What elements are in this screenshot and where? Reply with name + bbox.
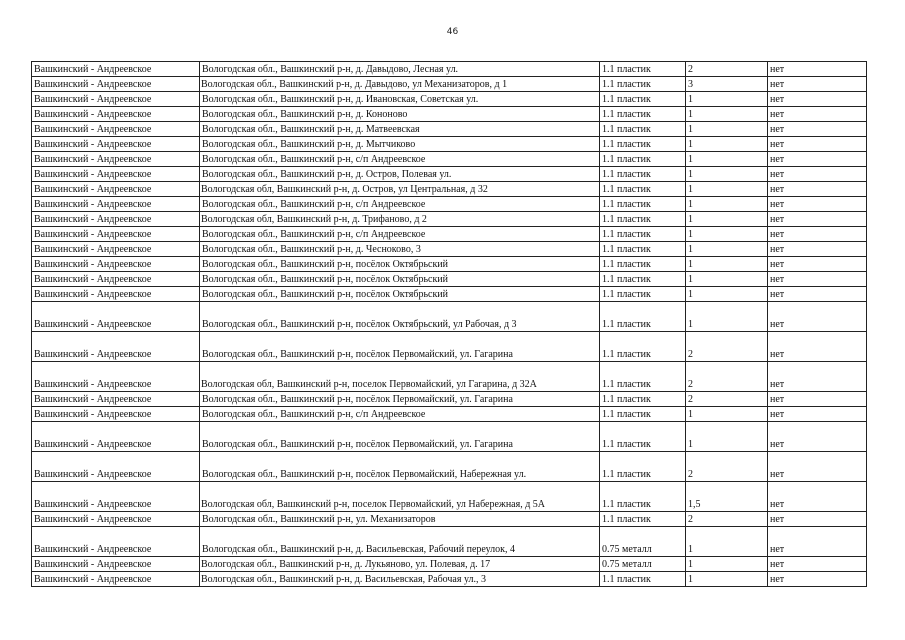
container-type-cell: 1.1 пластик xyxy=(600,137,686,152)
container-count-cell: 1 xyxy=(686,557,768,572)
flag-cell: нет xyxy=(768,227,867,242)
address-cell: Вологодская обл., Вашкинский р-н, д. Кононово xyxy=(200,107,600,122)
area-cell: Вашкинский - Андреевское xyxy=(32,212,200,227)
table-row xyxy=(32,122,867,137)
flag-cell: нет xyxy=(768,182,867,197)
table-body xyxy=(32,62,867,587)
flag-cell: нет xyxy=(768,122,867,137)
area-cell: Вашкинский - Андреевское xyxy=(32,197,200,212)
container-count-cell: 1 xyxy=(686,197,768,212)
address-cell: Вологодская обл., Вашкинский р-н, посёлок Первомайский, ул. Гагарина xyxy=(200,392,600,407)
area-cell: Вашкинский - Андреевское xyxy=(32,482,200,512)
area-cell: Вашкинский - Андреевское xyxy=(32,122,200,137)
table-row xyxy=(32,287,867,302)
container-count-cell: 1 xyxy=(686,92,768,107)
area-cell: Вашкинский - Андреевское xyxy=(32,77,200,92)
address-cell: Вологодская обл, Вашкинский р-н, поселок Первомайский, ул Гагарина, д 32А xyxy=(200,362,600,392)
area-cell: Вашкинский - Андреевское xyxy=(32,527,200,557)
area-cell: Вашкинский - Андреевское xyxy=(32,362,200,392)
flag-cell: нет xyxy=(768,512,867,527)
container-type-cell: 0.75 металл xyxy=(600,527,686,557)
area-cell: Вашкинский - Андреевское xyxy=(32,557,200,572)
flag-cell: нет xyxy=(768,77,867,92)
address-cell: Вологодская обл., Вашкинский р-н, с/п Андреевское xyxy=(200,197,600,212)
address-cell: Вологодская обл., Вашкинский р-н, посёлок Октябрьский xyxy=(200,287,600,302)
address-cell: Вологодская обл., Вашкинский р-н, д. Лукьяново, ул. Полевая, д. 17 xyxy=(200,557,600,572)
container-type-cell: 1.1 пластик xyxy=(600,212,686,227)
address-cell: Вологодская обл., Вашкинский р-н, д. Матвеевская xyxy=(200,122,600,137)
container-count-cell: 1 xyxy=(686,527,768,557)
container-type-cell: 1.1 пластик xyxy=(600,167,686,182)
table-row xyxy=(32,527,867,557)
address-cell: Вологодская обл., Вашкинский р-н, д. Чесноково, 3 xyxy=(200,242,600,257)
container-type-cell: 1.1 пластик xyxy=(600,77,686,92)
container-count-cell: 2 xyxy=(686,452,768,482)
container-type-cell: 0.75 металл xyxy=(600,557,686,572)
container-type-cell: 1.1 пластик xyxy=(600,332,686,362)
area-cell: Вашкинский - Андреевское xyxy=(32,182,200,197)
container-type-cell: 1.1 пластик xyxy=(600,287,686,302)
data-table xyxy=(31,61,867,587)
address-cell: Вологодская обл., Вашкинский р-н, посёлок Октябрьский xyxy=(200,257,600,272)
container-type-cell: 1.1 пластик xyxy=(600,392,686,407)
container-type-cell: 1.1 пластик xyxy=(600,227,686,242)
area-cell: Вашкинский - Андреевское xyxy=(32,257,200,272)
container-type-cell: 1.1 пластик xyxy=(600,152,686,167)
container-count-cell: 1 xyxy=(686,152,768,167)
table-row xyxy=(32,107,867,122)
container-type-cell: 1.1 пластик xyxy=(600,122,686,137)
table-row xyxy=(32,302,867,332)
area-cell: Вашкинский - Андреевское xyxy=(32,392,200,407)
container-count-cell: 1 xyxy=(686,242,768,257)
flag-cell: нет xyxy=(768,152,867,167)
address-cell: Вологодская обл., Вашкинский р-н, д. Остров, Полевая ул. xyxy=(200,167,600,182)
address-cell: Вологодская обл., Вашкинский р-н, ул. Механизаторов xyxy=(200,512,600,527)
area-cell: Вашкинский - Андреевское xyxy=(32,167,200,182)
address-cell: Вологодская обл., Вашкинский р-н, посёлок Октябрьский xyxy=(200,272,600,287)
area-cell: Вашкинский - Андреевское xyxy=(32,407,200,422)
table-row xyxy=(32,212,867,227)
table-row xyxy=(32,557,867,572)
table-row xyxy=(32,92,867,107)
flag-cell: нет xyxy=(768,302,867,332)
table-row xyxy=(32,227,867,242)
flag-cell: нет xyxy=(768,107,867,122)
container-count-cell: 1 xyxy=(686,107,768,122)
container-type-cell: 1.1 пластик xyxy=(600,482,686,512)
container-type-cell: 1.1 пластик xyxy=(600,92,686,107)
area-cell: Вашкинский - Андреевское xyxy=(32,452,200,482)
flag-cell: нет xyxy=(768,137,867,152)
container-type-cell: 1.1 пластик xyxy=(600,512,686,527)
flag-cell: нет xyxy=(768,272,867,287)
flag-cell: нет xyxy=(768,212,867,227)
address-cell: Вологодская обл., Вашкинский р-н, посёлок Первомайский, Набережная ул. xyxy=(200,452,600,482)
table-row xyxy=(32,77,867,92)
container-type-cell: 1.1 пластик xyxy=(600,62,686,77)
table-row xyxy=(32,242,867,257)
address-cell: Вологодская обл., Вашкинский р-н, посёлок Первомайский, ул. Гагарина xyxy=(200,332,600,362)
area-cell: Вашкинский - Андреевское xyxy=(32,242,200,257)
area-cell: Вашкинский - Андреевское xyxy=(32,227,200,242)
flag-cell: нет xyxy=(768,422,867,452)
container-count-cell: 1 xyxy=(686,257,768,272)
address-cell: Вологодская обл., Вашкинский р-н, д. Давыдово, Лесная ул. xyxy=(200,62,600,77)
container-count-cell: 2 xyxy=(686,392,768,407)
area-cell: Вашкинский - Андреевское xyxy=(32,107,200,122)
flag-cell: нет xyxy=(768,92,867,107)
flag-cell: нет xyxy=(768,332,867,362)
address-cell: Вологодская обл, Вашкинский р-н, поселок Первомайский, ул Набережная, д 5А xyxy=(200,482,600,512)
container-count-cell: 1 xyxy=(686,227,768,242)
address-cell: Вологодская обл., Вашкинский р-н, д. Ивановская, Советская ул. xyxy=(200,92,600,107)
address-cell: Вологодская обл., Вашкинский р-н, д. Давыдово, ул Механизаторов, д 1 xyxy=(200,77,600,92)
area-cell: Вашкинский - Андреевское xyxy=(32,572,200,587)
area-cell: Вашкинский - Андреевское xyxy=(32,152,200,167)
area-cell: Вашкинский - Андреевское xyxy=(32,62,200,77)
table-row xyxy=(32,482,867,512)
table-row xyxy=(32,137,867,152)
table-row xyxy=(32,167,867,182)
area-cell: Вашкинский - Андреевское xyxy=(32,422,200,452)
flag-cell: нет xyxy=(768,572,867,587)
area-cell: Вашкинский - Андреевское xyxy=(32,137,200,152)
container-count-cell: 2 xyxy=(686,332,768,362)
table-row xyxy=(32,257,867,272)
container-count-cell: 1 xyxy=(686,407,768,422)
container-type-cell: 1.1 пластик xyxy=(600,407,686,422)
flag-cell: нет xyxy=(768,557,867,572)
table-row xyxy=(32,392,867,407)
container-count-cell: 2 xyxy=(686,512,768,527)
container-count-cell: 1 xyxy=(686,182,768,197)
table-row xyxy=(32,572,867,587)
area-cell: Вашкинский - Андреевское xyxy=(32,302,200,332)
page-number: 46 xyxy=(446,27,459,37)
table-row xyxy=(32,422,867,452)
container-count-cell: 1 xyxy=(686,302,768,332)
container-count-cell: 1,5 xyxy=(686,482,768,512)
container-count-cell: 1 xyxy=(686,422,768,452)
table-row xyxy=(32,62,867,77)
address-cell: Вологодская обл., Вашкинский р-н, д. Васильевская, Рабочий переулок, 4 xyxy=(200,527,600,557)
container-count-cell: 2 xyxy=(686,362,768,392)
flag-cell: нет xyxy=(768,242,867,257)
address-cell: Вологодская обл., Вашкинский р-н, с/п Андреевское xyxy=(200,152,600,167)
container-type-cell: 1.1 пластик xyxy=(600,107,686,122)
address-cell: Вологодская обл., Вашкинский р-н, посёлок Октябрьский, ул Рабочая, д 3 xyxy=(200,302,600,332)
container-type-cell: 1.1 пластик xyxy=(600,452,686,482)
flag-cell: нет xyxy=(768,197,867,212)
address-cell: Вологодская обл., Вашкинский р-н, д. Мытчиково xyxy=(200,137,600,152)
container-type-cell: 1.1 пластик xyxy=(600,257,686,272)
container-count-cell: 1 xyxy=(686,122,768,137)
table-row xyxy=(32,197,867,212)
container-count-cell: 1 xyxy=(686,272,768,287)
area-cell: Вашкинский - Андреевское xyxy=(32,287,200,302)
address-cell: Вологодская обл., Вашкинский р-н, посёлок Первомайский, ул. Гагарина xyxy=(200,422,600,452)
address-cell: Вологодская обл, Вашкинский р-н, д. Остров, ул Центральная, д 32 xyxy=(200,182,600,197)
area-cell: Вашкинский - Андреевское xyxy=(32,332,200,362)
flag-cell: нет xyxy=(768,62,867,77)
flag-cell: нет xyxy=(768,452,867,482)
flag-cell: нет xyxy=(768,392,867,407)
table-row xyxy=(32,182,867,197)
container-count-cell: 1 xyxy=(686,137,768,152)
container-type-cell: 1.1 пластик xyxy=(600,182,686,197)
flag-cell: нет xyxy=(768,407,867,422)
container-count-cell: 2 xyxy=(686,62,768,77)
table-row xyxy=(32,407,867,422)
table-row xyxy=(32,332,867,362)
container-count-cell: 1 xyxy=(686,572,768,587)
table-row xyxy=(32,362,867,392)
address-cell: Вологодская обл., Вашкинский р-н, с/п Андреевское xyxy=(200,407,600,422)
container-count-cell: 1 xyxy=(686,167,768,182)
container-count-cell: 1 xyxy=(686,287,768,302)
flag-cell: нет xyxy=(768,482,867,512)
flag-cell: нет xyxy=(768,362,867,392)
flag-cell: нет xyxy=(768,287,867,302)
address-cell: Вологодская обл., Вашкинский р-н, с/п Андреевское xyxy=(200,227,600,242)
container-type-cell: 1.1 пластик xyxy=(600,302,686,332)
table-row xyxy=(32,152,867,167)
container-type-cell: 1.1 пластик xyxy=(600,242,686,257)
table-row xyxy=(32,452,867,482)
container-type-cell: 1.1 пластик xyxy=(600,362,686,392)
container-count-cell: 1 xyxy=(686,212,768,227)
flag-cell: нет xyxy=(768,167,867,182)
container-type-cell: 1.1 пластик xyxy=(600,572,686,587)
container-type-cell: 1.1 пластик xyxy=(600,272,686,287)
address-cell: Вологодская обл, Вашкинский р-н, д. Трифаново, д 2 xyxy=(200,212,600,227)
table-row xyxy=(32,512,867,527)
container-type-cell: 1.1 пластик xyxy=(600,422,686,452)
table-row xyxy=(32,272,867,287)
flag-cell: нет xyxy=(768,527,867,557)
container-count-cell: 3 xyxy=(686,77,768,92)
address-cell: Вологодская обл., Вашкинский р-н, д. Васильевская, Рабочая ул., 3 xyxy=(200,572,600,587)
area-cell: Вашкинский - Андреевское xyxy=(32,92,200,107)
container-type-cell: 1.1 пластик xyxy=(600,197,686,212)
area-cell: Вашкинский - Андреевское xyxy=(32,512,200,527)
flag-cell: нет xyxy=(768,257,867,272)
area-cell: Вашкинский - Андреевское xyxy=(32,272,200,287)
